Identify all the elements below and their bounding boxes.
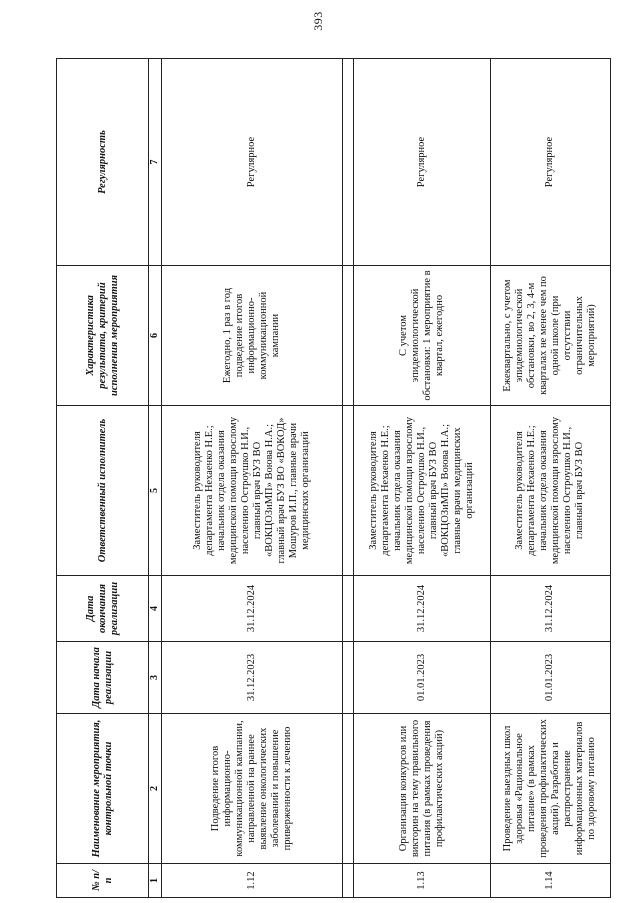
- column-number: 1: [149, 864, 162, 898]
- table-viewport: [56, 58, 611, 898]
- column-number: 2: [149, 714, 162, 864]
- table-row: [354, 59, 490, 898]
- row-name: Подведение итогов информационно-коммуникационной кампании, направленной на раннее выявление онкологических заболеваний и повышение приверженности к лечению: [162, 714, 343, 864]
- row-responsible: Заместитель руководителя департамента Нехаенко Н.Е.; начальник отдела оказания медицинской помощи взрослому населению Остроушко Н.И., главный врач БУЗ ВО «ВОКЦОЗиМП» Воюва Н.А.; главные врачи медицинских организаций: [354, 406, 490, 576]
- column-number: 3: [149, 642, 162, 714]
- column-number: 6: [149, 266, 162, 406]
- header-num: № п/п: [57, 864, 149, 898]
- page-number: 393: [311, 11, 325, 31]
- row-result: Ежегодно, 1 раз в год подведение итогов информационно-коммуникационной кампании: [162, 266, 343, 406]
- header-regularity: Регулярность: [57, 59, 149, 266]
- header-end: Дата окончания реализации: [57, 576, 149, 642]
- header-responsible: Ответственный исполнитель: [57, 406, 149, 576]
- row-start: 01.01.2023: [354, 642, 490, 714]
- rotated-table-container: [56, 58, 611, 898]
- row-end: 31.12.2024: [354, 576, 490, 642]
- column-number: 4: [149, 576, 162, 642]
- row-num: 1.12: [162, 864, 343, 898]
- row-responsible: Заместитель руководителя департамента Нехаенко Н.Е.; начальник отдела оказания медицинской помощи взрослому населению Остроушко Н.И., главный врач БУЗ ВО «ВОКЦОЗиМП» Воюва Н.А.; главный врач БУЗ ВО «ВОКОД» Мошуров И.П., главные врачи медицинских организаций: [162, 406, 343, 576]
- spacer-row: [343, 59, 354, 898]
- row-result: С учетом эпидемиологической обстановки: 1 мероприятие в квартал, ежегодно: [354, 266, 490, 406]
- row-regularity: Регулярное: [490, 59, 610, 266]
- row-responsible: Заместитель руководителя департамента Нехаенко Н.Е.; начальник отдела оказания медицинской помощи взрослому населению Остроушко Н.И., главный врач БУЗ ВО: [490, 406, 610, 576]
- table-row: [490, 59, 610, 898]
- row-num: 1.14: [490, 864, 610, 898]
- row-end: 31.12.2024: [490, 576, 610, 642]
- measures-table: [56, 58, 611, 898]
- column-number: 5: [149, 406, 162, 576]
- row-name: Проведение выездных школ здоровья «Рациональное питание» (в рамках проведения профилактических акций). Разработка и распространение информационных материалов по здоровому питанию: [490, 714, 610, 864]
- row-end: 31.12.2024: [162, 576, 343, 642]
- row-result: Ежеквартально, с учетом эпидемиологической обстановки, во 2, 3, 4-м кварталах не менее чем по одной школе (при отсутствии ограничительных мероприятий): [490, 266, 610, 406]
- column-number-row: [149, 59, 162, 898]
- row-name: Организация конкурсов или викторин на тему правильного питания (в рамках проведения профилактических акций): [354, 714, 490, 864]
- header-row: [57, 59, 149, 898]
- row-regularity: Регулярное: [162, 59, 343, 266]
- table-row: [162, 59, 343, 898]
- header-name: Наименование мероприятия, контрольной точки: [57, 714, 149, 864]
- row-start: 01.01.2023: [490, 642, 610, 714]
- row-regularity: Регулярное: [354, 59, 490, 266]
- row-num: 1.13: [354, 864, 490, 898]
- header-start: Дата начала реализации: [57, 642, 149, 714]
- header-result: Характеристика результата, критерий исполнения мероприятия: [57, 266, 149, 406]
- column-number: 7: [149, 59, 162, 266]
- row-start: 31.12.2023: [162, 642, 343, 714]
